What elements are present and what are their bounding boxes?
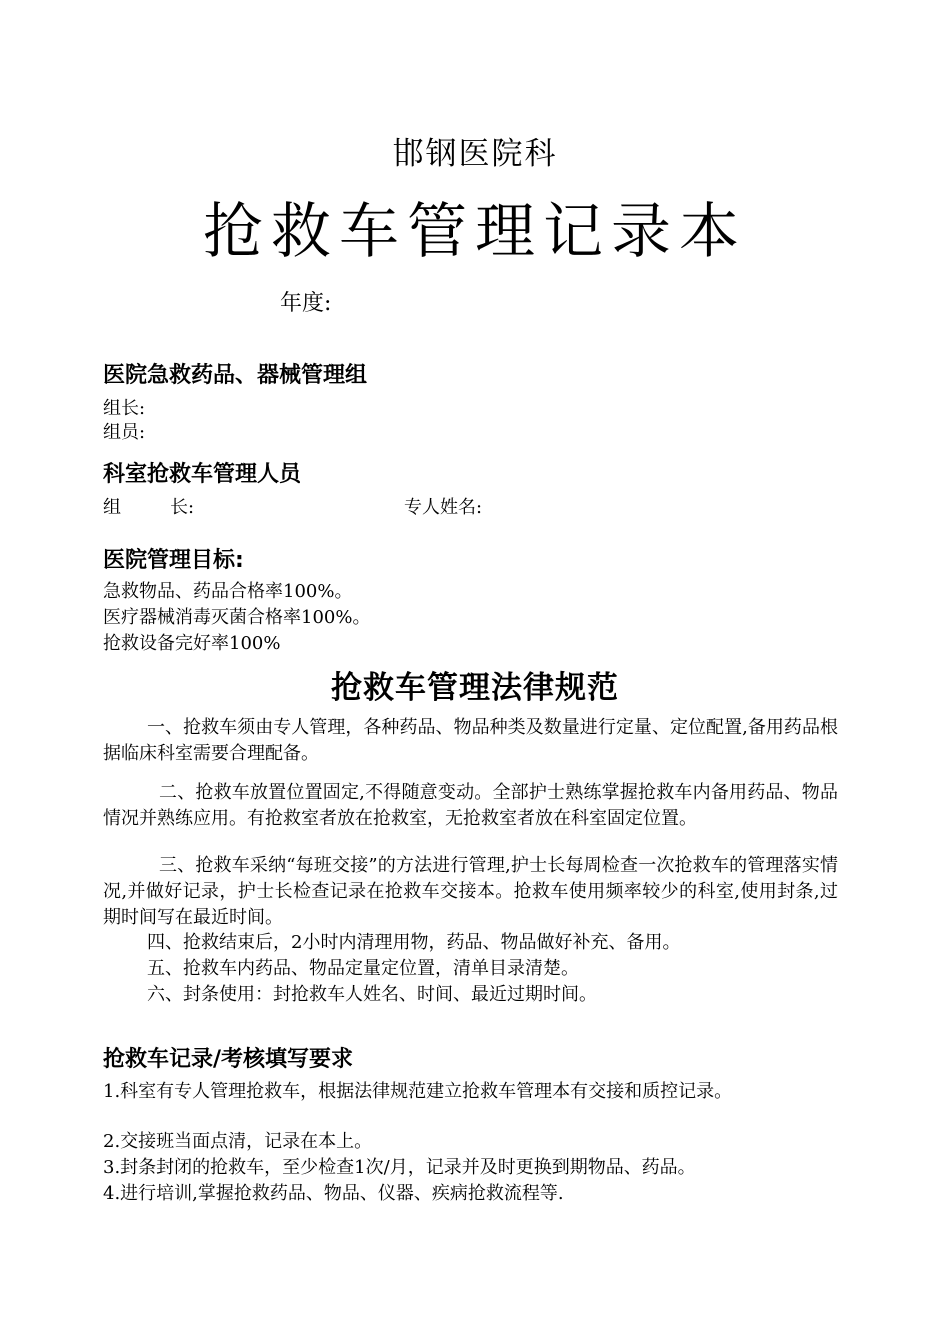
requirement-item: 4.进行培训,掌握抢救药品、物品、仪器、疾病抢救流程等. xyxy=(103,1183,564,1204)
group-leader-label: 组长: xyxy=(103,398,146,419)
regulation-paragraph: 三、抢救车采纳“每班交接”的方法进行管理,护士长每周检查一次抢救车的管理落实情况,并做好记录，护士长检查记录在抢救车交接本。抢救车使用频率较少的科室,使用封条,过期时间写在最近时间。 xyxy=(103,855,838,928)
target-item: 医疗器械消毒灭菌合格率100%。 xyxy=(103,607,371,628)
regulation-paragraph: 二、抢救车放置位置固定,不得随意变动。全部护士熟练掌握抢救车内备用药品、物品情况并熟练应用。有抢救室者放在抢救室，无抢救室者放在科室固定位置。 xyxy=(103,782,838,829)
management-group-heading: 医院急救药品、器械管理组 xyxy=(103,363,368,388)
regulations-title: 抢救车管理法律规范 xyxy=(331,670,619,706)
year-label: 年度: xyxy=(280,291,332,316)
department-name: 邯钢医院科 xyxy=(392,136,558,172)
document-title: 抢救车管理记录本 xyxy=(203,197,747,267)
target-item: 急救物品、药品合格率100%。 xyxy=(103,581,353,602)
regulation-paragraph: 六、封条使用：封抢救车人姓名、时间、最近过期时间。 xyxy=(147,984,597,1005)
requirement-item: 1.科室有专人管理抢救车，根据法律规范建立抢救车管理本有交接和质控记录。 xyxy=(103,1081,733,1102)
dept-leader-label-right: 长: xyxy=(170,497,195,518)
regulation-paragraph: 四、抢救结束后，2小时内清理用物，药品、物品做好补充、备用。 xyxy=(147,932,681,953)
requirement-item: 3.封条封闭的抢救车，至少检查1次/月，记录并及时更换到期物品、药品。 xyxy=(103,1157,696,1178)
regulation-paragraph: 五、抢救车内药品、物品定量定位置，清单目录清楚。 xyxy=(147,958,579,979)
requirements-heading: 抢救车记录/考核填写要求 xyxy=(103,1047,354,1072)
target-item: 抢救设备完好率100% xyxy=(103,633,281,654)
regulation-paragraph: 一、抢救车须由专人管理，各种药品、物品种类及数量进行定量、定位配置,备用药品根据临床科室需要合理配备。 xyxy=(103,717,838,764)
group-member-label: 组员: xyxy=(103,422,146,443)
dept-leader-label-left: 组 xyxy=(103,497,121,518)
targets-heading: 医院管理目标: xyxy=(103,548,244,573)
dept-managers-heading: 科室抢救车管理人员 xyxy=(103,462,302,487)
requirement-item: 2.交接班当面点清，记录在本上。 xyxy=(103,1131,373,1152)
person-name-label: 专人姓名: xyxy=(404,497,483,518)
